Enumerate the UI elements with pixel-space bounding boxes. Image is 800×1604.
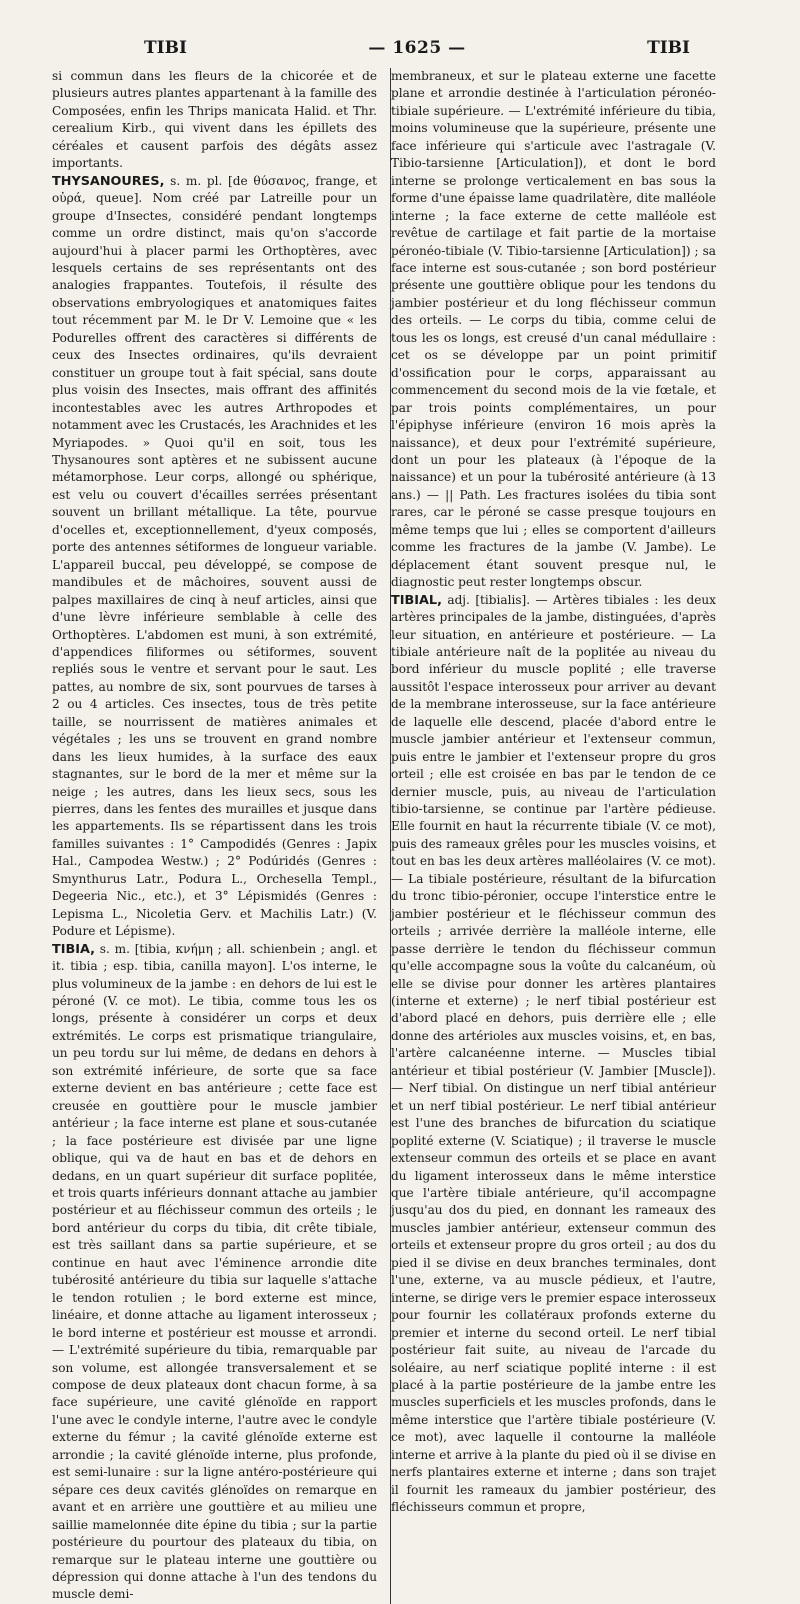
entry-thysanoures: [52, 173, 377, 941]
entry-tibial-body: adj. [tibialis]. — Artères tibiales : les deux artères principales de la jambe, distinguées, d'après leur situation, en antérieure et postérieure. — La tibiale antérieure naît de la poplitée au niveau du bord inférieur du muscle poplité ; elle traverse aussitôt l'espace interosseux pour arriver au devant de la membrane interosseuse, sur la face antérieure de laquelle elle descend, placée d'abord entre le muscle jambier antérieur et l'extenseur commun, puis entre le jambier et l'extenseur propre du gros orteil ; elle est croisée en bas par le tendon de ce dernier muscle, puis, au niveau de l'articulation tibio-tarsienne, se continue par l'artère pédieuse. Elle fournit en haut la récurrente tibiale (V. ce mot), puis des rameaux grêles pour les muscles voisins, et tout en bas les deux artères malléolaires (V. ce mot). — La tibiale postérieure, résultant de la bifurcation du tronc tibio-péronier, occupe l'interstice entre le jambier postérieur et le fléchisseur commun des orteils ; arrivée derrière la malléole interne, elle passe derrière le tendon du fléchisseur commun qu'elle accompagne sous la voûte du calcanéum, où elle se divise pour donner les artères plantaires (interne et externe) ; le nerf tibial postérieur est d'abord placé en dehors, puis derrière elle ; elle donne des artérioles aux muscles voisins, et, en bas, l'artère calcanéenne interne. — Muscles tibial antérieur et tibial postérieur (V. Jambier [Muscle]). — Nerf tibial. On distingue un nerf tibial antérieur et un nerf tibial postérieur. Le nerf tibial antérieur est l'une des branches de bifurcation du sciatique poplité externe (V. Sciatique) ; il traverse le muscle extenseur commun des orteils et se place en avant du ligament interosseux dans le même interstice que l'artère tibiale antérieure, qu'il accompagne jusqu'au dos du pied, en donnant les rameaux des muscles jambier antérieur, extenseur commun des orteils et extenseur propre du gros orteil ; au dos du pied il se divise en deux branches terminales, dont l'une, externe, va au muscle pédieux, et l'autre, interne, se dirige vers le premier espace interosseux pour fournir les collatéraux profonds externe du premier et interne du second orteil. Le nerf tibial postérieur fait suite, au niveau de l'arcade du soléaire, au nerf sciatique poplité interne : il est placé à la partie postérieure de la jambe entre les muscles superficiels et les muscles profonds, dans le même interstice que l'artère tibiale postérieure (V. ce mot), avec laquelle il contourne la malléole interne et arrive à la plante du pied où il se divise en nerfs plantaires externe et interne ; dans son trajet il fournit les rameaux du jambier postérieur, des fléchisseurs commun et propre,: [391, 592, 716, 1515]
headword-tibial: TIBIAL,: [391, 592, 442, 608]
right-column: [391, 68, 716, 1604]
entry-tibia-body: s. m. [tibia, κνήμη ; all. schienbein ; angl. et it. tibia ; esp. tibia, canilla mayon]. L'os interne, le plus volumineux de la jambe : en dehors de lui est le péroné (V. ce mot). Le tibia, comme tous les os longs, présente à considérer un corps et deux extrémités. Le corps est prismatique triangulaire, un peu tordu sur lui même, de dedans en dehors à son extrémité inférieure, de sorte que sa face externe devient en bas antérieure ; cette face est creusée en gouttière pour le muscle jambier antérieur ; la face interne est plane et sous-cutanée ; la face postérieure est divisée par une ligne oblique, qui va de haut en bas et de dehors en dedans, en un quart supérieur dit surface poplitée, et trois quarts inférieurs donnant attache au jambier postérieur et au fléchisseur commun des orteils ; le bord antérieur du corps du tibia, dit crête tibiale, est très saillant dans sa partie supérieure, et se continue en haut avec l'éminence arrondie dite tubérosité antérieure du tibia sur laquelle s'attache le tendon rotulien ; le bord externe est mince, linéaire, et donne attache au ligament interosseux ; le bord interne et postérieur est mousse et arrondi. — L'extrémité supérieure du tibia, remarquable par son volume, est allongée transversalement et se compose de deux plateaux dont chacun forme, à sa face supérieure, une cavité glénoïde en rapport l'une avec le condyle interne, l'autre avec le condyle externe du fémur ; la cavité glénoïde externe est arrondie ; la cavité glénoïde interne, plus profonde, est semi-lunaire : sur la ligne antéro-postérieure qui sépare ces deux cavités glénoïdes on remarque en avant et en arrière une gouttière et au milieu une saillie mamelonnée dite épine du tibia ; sur la partie postérieure du pourtour des plateaux du tibia, on remarque sur le plateau interne une gouttière ou dépression qui donne attache à l'un des tendons du muscle demi-: [52, 941, 377, 1602]
headword-thysanoures: THYSANOURES,: [52, 173, 165, 189]
running-head-right: TIBI: [647, 38, 690, 58]
left-column: [52, 68, 377, 1604]
column-divider: [390, 68, 391, 1604]
entry-tibia-continuation: membraneux, et sur le plateau externe une facette plane et arrondie destinée à l'articulation péronéo-tibiale supérieure. — L'extrémité inférieure du tibia, moins volumineuse que la supérieure, présente une face inférieure qui s'articule avec l'astragale (V. Tibio-tarsienne [Articulation]), et dont le bord interne se prolonge verticalement en bas sous la forme d'une épaisse lame quadrilatère, dite malléole interne ; la face externe de cette malléole est revêtue de cartilage et fait partie de la mortaise péronéo-tibiale (V. Tibio-tarsienne [Articulation]) ; sa face interne est sous-cutanée ; son bord postérieur présente une gouttière oblique pour les tendons du jambier postérieur et du long fléchisseur commun des orteils. — Le corps du tibia, comme celui de tous les os longs, est creusé d'un canal médullaire : cet os se développe par un point primitif d'ossification pour le corps, apparaissant au commencement du second mois de la vie fœtale, et par trois points complémentaires, un pour l'épiphyse inférieure (environ 16 mois après la naissance), et deux pour l'extrémité supérieure, dont un pour les plateaux (à l'époque de la naissance) et un pour la tubérosité antérieure (à 13 ans.) — || Path. Les fractures isolées du tibia sont rares, car le péroné se casse presque toujours en même temps que lui ; elles se comportent d'ailleurs comme les fractures de la jambe (V. Jambe). Le déplacement étant souvent presque nul, le diagnostic peut rester longtemps obscur.: [391, 69, 716, 590]
two-column-body: [52, 68, 730, 1604]
entry-tibial: [391, 592, 716, 1517]
entry-thysanoures-body: s. m. pl. [de θύσανος, frange, et οὐρά, queue]. Nom créé par Latreille pour un groupe d'Insectes, considéré pendant longtemps comme un ordre distinct, mais qu'on s'accorde aujourd'hui à placer parmi les Orthoptères, avec lesquels certains de ses représentants ont des analogies frappantes. Toutefois, il résulte des observations embryologiques et anatomiques faites tout récemment par M. le Dr V. Lemoine que « les Podurelles offrent des caractères si différents de ceux des Insectes ordinaires, qu'ils devraient constituer un groupe tout à fait spécial, sans doute plus voisin des Insectes, mais offrant des affinités incontestables avec les autres Arthropodes et notamment avec les Crustacés, les Arachnides et les Myriapodes. » Quoi qu'il en soit, tous les Thysanoures sont aptères et ne subissent aucune métamorphose. Leur corps, allongé ou sphérique, est velu ou couvert d'écailles serrées présentant souvent un brillant métallique. La tête, pourvue d'ocelles et, exceptionnellement, d'yeux composés, porte des antennes sétiformes de longueur variable. L'appareil buccal, peu développé, se compose de mandibules et de mâchoires, souvent aussi de palpes maxillaires de cinq à neuf articles, ainsi que d'une lèvre inférieure semblable à celle des Orthoptères. L'abdomen est muni, à son extrémité, d'appendices filiformes ou sétiformes, souvent repliés sous le ventre et servant pour le saut. Les pattes, au nombre de six, sont pourvues de tarses à 2 ou 4 articles. Ces insectes, tous de très petite taille, se nourrissent de matières animales et végétales ; les uns se trouvent en grand nombre dans les lieux humides, à la surface des eaux stagnantes, sur le bord de la mer et même sur la neige ; les autres, dans les lieux secs, sous les pierres, dans les fentes des murailles et jusque dans les appartements. Ils se répartissent dans les trois familles suivantes : 1° Campodidés (Genres : Japix Hal., Campodea Westw.) ; 2° Podúridés (Genres : Smynthurus Latr., Podura L., Orchesella Templ., Degeeria Nic., etc.), et 3° Lépismidés (Genres : Lepisma L., Nicoletia Gerv. et Machilis Latr.) (V. Podure et Lépisme).: [52, 173, 377, 939]
running-head: [144, 38, 690, 58]
headword-tibia: TIBIA,: [52, 941, 96, 957]
entry-tibia: [52, 941, 377, 1604]
running-head-left: TIBI: [144, 38, 187, 58]
entry-continuation: si commun dans les fleurs de la chicorée et de plusieurs autres plantes appartenant à la famille des Composées, enfin les Thrips manicata Halid. et Thr. cerealium Kirb., qui vivent dans les épillets des céréales et causent parfois des dégâts assez importants.: [52, 69, 377, 171]
page-number: — 1625 —: [368, 38, 466, 58]
